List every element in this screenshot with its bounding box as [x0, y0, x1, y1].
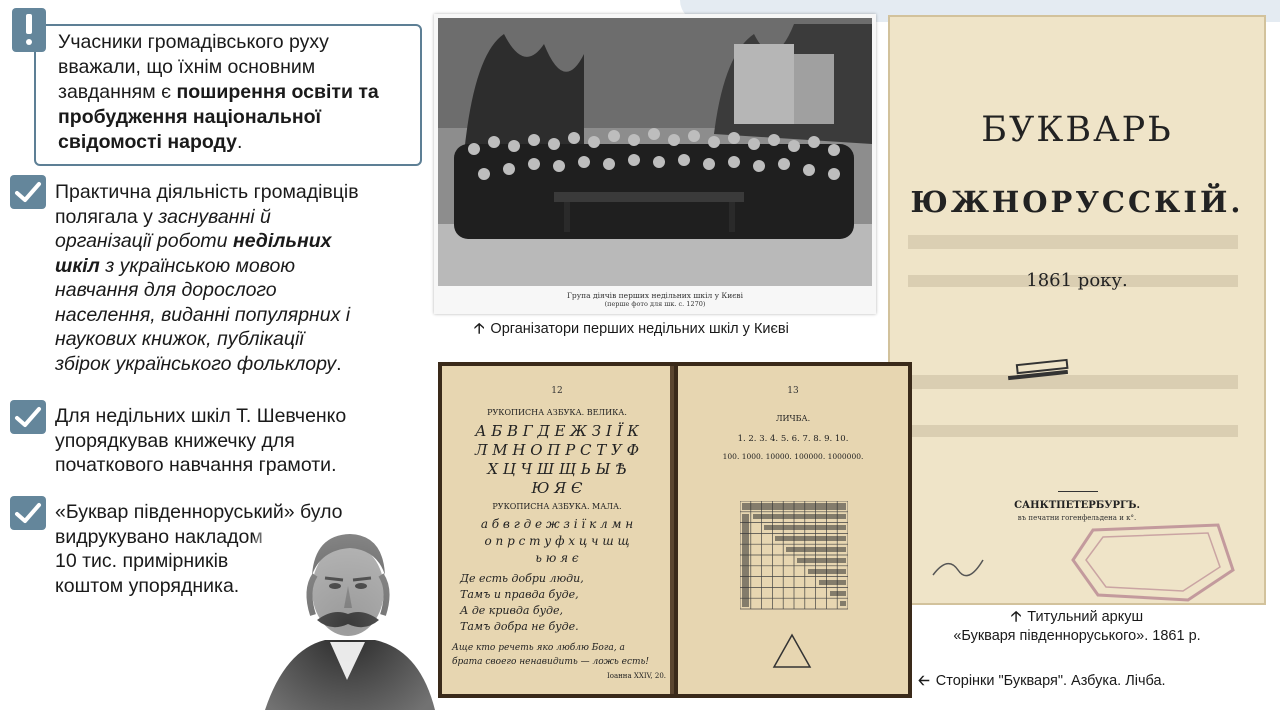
- verse-line: Тамъ и правда буде,: [460, 588, 579, 601]
- primer-right-page: [678, 366, 908, 694]
- capital-alphabet: [452, 422, 662, 498]
- caption-text: Титульний аркуш: [1027, 609, 1144, 625]
- verse: [460, 571, 660, 635]
- point-line: Для недільних шкіл Т. Шевченко: [55, 405, 347, 427]
- checkmark-icon: [10, 175, 46, 209]
- alphabet-heading: РУКОПИСНА АЗБУКА. ВЕЛИКА.: [487, 408, 627, 417]
- callout-punct: .: [237, 131, 243, 153]
- triangle-icon: [770, 631, 814, 671]
- arrow-left-icon: 🡠: [918, 673, 930, 689]
- group-photo-inner-caption: [434, 291, 876, 308]
- point-italic: з українською мовою: [99, 254, 296, 277]
- point-bold-italic: шкіл: [55, 254, 100, 277]
- verse-line: А де кривда буде,: [460, 604, 564, 617]
- callout-line: вважали, що їхнім основним: [58, 56, 316, 78]
- point-shevchenko-book: [55, 404, 415, 478]
- alphabet-row: Ю Я Є: [531, 479, 583, 497]
- point-line: видрукувано накладом: [55, 525, 263, 548]
- group-photo: [434, 14, 876, 314]
- quote-line: Аще кто речеть яко люблю Бога, а: [452, 643, 625, 653]
- point-italic: заснуванні й: [158, 205, 271, 228]
- callout-emphasis: свідомості народу: [58, 131, 237, 153]
- point-italic: наукових книжок, публікації: [55, 328, 304, 350]
- inner-caption-line: Група діячів перших недільних шкіл у Києві: [566, 291, 744, 300]
- point-line: Практична діяльність громадівців: [55, 181, 359, 203]
- group-photo-caption: [474, 320, 789, 339]
- checkmark-icon: [10, 400, 46, 434]
- multiplication-table: [740, 501, 848, 611]
- alphabet-row: Л М Н О П Р С Т У Ф: [474, 441, 640, 459]
- page-number: 13: [787, 386, 799, 396]
- numbers-row: 100. 1000. 10000. 100000. 1000000.: [722, 452, 864, 461]
- numbers-heading: ЛИЧБА.: [775, 414, 811, 423]
- alphabet-heading: РУКОПИСНА АЗБУКА. МАЛА.: [492, 502, 622, 511]
- alphabet-row: ь ю я є: [535, 551, 579, 565]
- pages-caption: [918, 672, 1166, 691]
- point-italic: населення, виданні популярних і: [55, 303, 351, 326]
- quote-source: Іоанна XXIV, 20.: [606, 672, 666, 680]
- point-line: початкового навчання грамоти.: [55, 454, 337, 476]
- callout-line: завданням є: [58, 81, 177, 103]
- point-line: коштом упорядника.: [55, 574, 240, 597]
- point-bold-italic: недільних: [232, 230, 332, 252]
- title-page-caption: [888, 608, 1266, 646]
- callout-emphasis: пробудження національної: [58, 106, 322, 128]
- point-line: «Буквар південноруський» було: [55, 501, 343, 523]
- page-number: 12: [551, 386, 563, 396]
- alphabet-row: Х Ц Ч Ш Щ Ь Ы Ѣ: [487, 460, 627, 478]
- callout-emphasis: поширення освіти та: [176, 81, 379, 103]
- checkmark-icon: [10, 496, 46, 530]
- verse-line: Де есть добри люди,: [460, 572, 584, 585]
- callout-text: [58, 30, 416, 155]
- point-italic: навчання для дорослого: [55, 279, 277, 301]
- alphabet-row: о п р с т у ф х ц ч ш щ: [484, 534, 630, 548]
- primer-title-word2: ЮЖНОРУССКІЙ.: [910, 185, 1244, 219]
- caption-text: Організатори перших недільних шкіл у Києві: [490, 321, 789, 337]
- primer-left-page: [442, 366, 672, 694]
- book-spine: [670, 366, 674, 694]
- primer-city: САНКТПЕТЕРБУРГЪ.: [1014, 500, 1140, 511]
- caption-text: Сторінки "Букваря". Азбука. Лічба.: [935, 673, 1166, 689]
- point-sunday-schools: [55, 180, 415, 376]
- primer-press: въ печатни гогенфельдена и к°.: [1017, 514, 1137, 522]
- arrow-up-icon: 🡡: [1010, 609, 1022, 625]
- small-alphabet: [452, 516, 662, 567]
- point-italic: збірок українського фольклору: [55, 352, 337, 375]
- point-punct: .: [336, 352, 342, 375]
- primer-year: 1861 року.: [1026, 270, 1128, 291]
- shevchenko-portrait: [255, 520, 440, 710]
- gospel-quote: [452, 641, 666, 683]
- alphabet-row: а б в г д е ж з і ї к л м н: [480, 517, 634, 531]
- quote-line: брата своего ненавидить — ложь есть!: [452, 657, 650, 667]
- point-line: 10 тис. примірників: [55, 550, 229, 572]
- inner-caption-sub: (перше фото для шк. с. 1270): [604, 300, 706, 308]
- arrow-up-icon: 🡡: [474, 321, 485, 337]
- point-line: упорядкував книжечку для: [55, 429, 295, 452]
- numbers-row: 1. 2. 3. 4. 5. 6. 7. 8. 9. 10.: [737, 434, 849, 444]
- exclamation-icon: [12, 8, 46, 52]
- alphabet-row: А Б В Г Д Е Ж З І Ї К: [475, 422, 639, 440]
- verse-line: Тамъ добра не буде.: [460, 620, 579, 633]
- primer-title-page: [888, 15, 1266, 605]
- callout-line: Учасники громадівського руху: [58, 31, 329, 53]
- point-italic: організації роботи: [55, 230, 233, 252]
- caption-text: «Букваря південноруського». 1861 р.: [953, 628, 1201, 644]
- primer-open-pages: [438, 362, 912, 698]
- primer-title-word1: БУКВАРЬ: [981, 110, 1173, 150]
- point-line: полягала у: [55, 205, 159, 228]
